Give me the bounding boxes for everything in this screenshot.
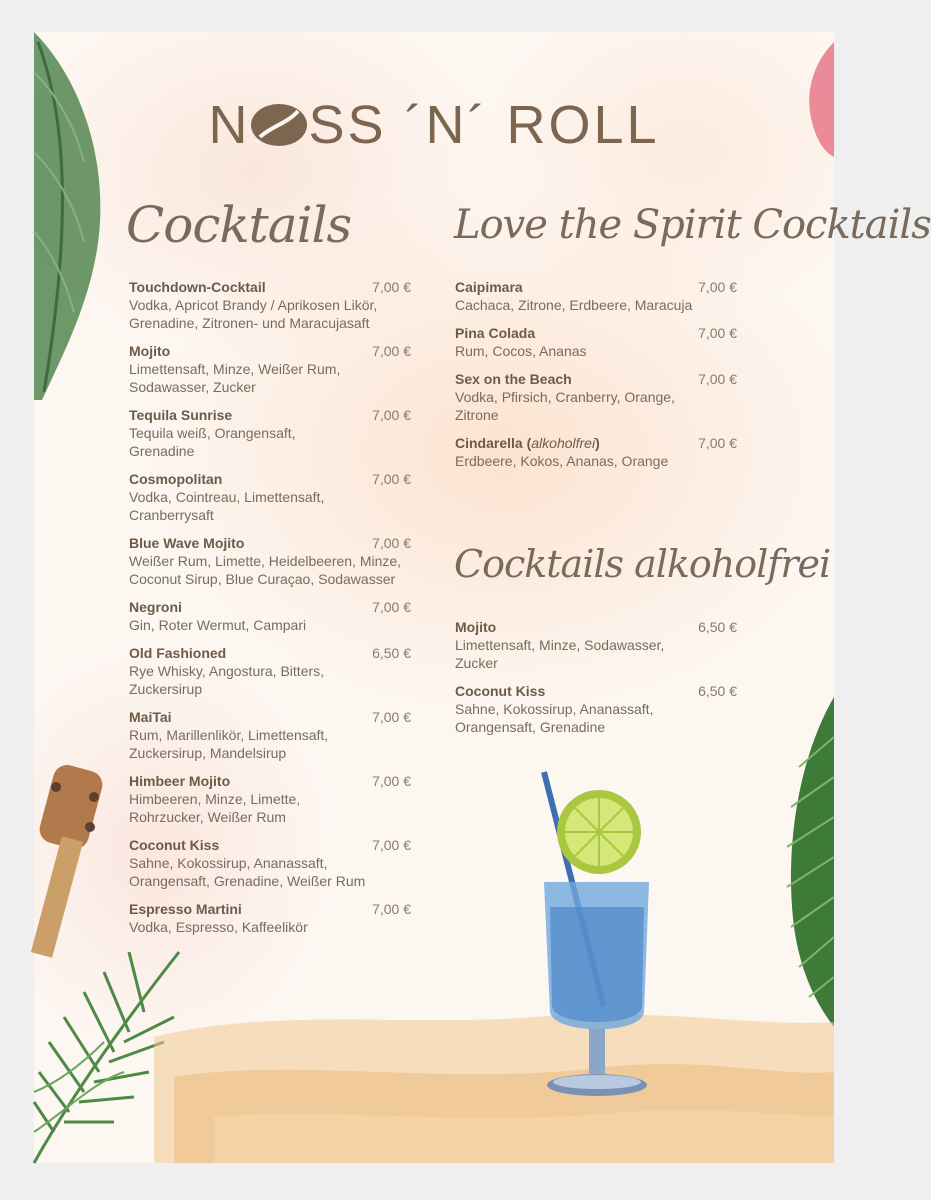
item-description: Limettensaft, Minze, Sodawasser, Zucker	[455, 637, 665, 671]
item-name-main: Cindarella	[455, 435, 523, 451]
item-price: 7,00 €	[372, 471, 411, 487]
item-description: Cachaca, Zitrone, Erdbeere, Maracuja	[455, 297, 693, 313]
section-title-cocktails: Cocktails	[126, 196, 352, 254]
sand-watercolor-illustration	[154, 997, 834, 1163]
menu-item	[129, 837, 419, 890]
item-price: 7,00 €	[372, 901, 411, 917]
item-price: 7,00 €	[698, 279, 737, 295]
item-price: 6,50 €	[698, 683, 737, 699]
menu-item	[129, 535, 419, 588]
item-name: Tequila Sunrise	[129, 407, 233, 423]
item-name: Pina Colada	[455, 325, 536, 341]
blue-cocktail-glass-illustration	[534, 767, 664, 1102]
menu-item	[129, 645, 419, 698]
item-name: Old Fashioned	[129, 645, 227, 661]
item-name: Coconut Kiss	[129, 837, 220, 853]
item-name: Touchdown-Cocktail	[129, 279, 266, 295]
item-name: Espresso Martini	[129, 901, 242, 917]
leaf-top-left-illustration	[34, 32, 104, 402]
item-name: Sex on the Beach	[455, 371, 572, 387]
item-name: Mojito	[129, 343, 171, 359]
brand-name-left: N	[208, 95, 251, 155]
item-description: Vodka, Cointreau, Limettensaft, Cranberrysaft	[129, 489, 325, 523]
item-description: Limettensaft, Minze, Weißer Rum, Sodawasser, Zucker	[129, 361, 341, 395]
item-description: Sahne, Kokossirup, Ananassaft, Orangensaft, Grenadine, Weißer Rum	[129, 855, 366, 889]
menu-item	[129, 773, 419, 826]
menu-item	[129, 343, 419, 396]
section-title-alkoholfrei: Cocktails alkoholfrei	[454, 542, 831, 586]
item-price: 7,00 €	[372, 599, 411, 615]
item-name: Blue Wave Mojito	[129, 535, 245, 551]
item-name: MaiTai	[129, 709, 172, 725]
item-name: Cosmopolitan	[129, 471, 223, 487]
item-price: 7,00 €	[372, 709, 411, 725]
menu-item	[455, 279, 745, 314]
coffee-bean-icon	[250, 103, 308, 147]
item-price: 7,00 €	[698, 371, 737, 387]
menu-item	[129, 471, 419, 524]
menu-item	[455, 619, 745, 672]
menu-item	[455, 683, 745, 736]
item-price: 7,00 €	[698, 325, 737, 341]
ukulele-illustration	[34, 757, 114, 957]
brand-logo	[34, 94, 834, 156]
menu-item	[455, 435, 745, 470]
item-description: Vodka, Apricot Brandy / Aprikosen Likör, Grenadine, Zitronen- und Maracujasaft	[129, 297, 378, 331]
menu-item	[129, 279, 419, 332]
brand-name-right: SS ´N´ ROLL	[308, 95, 660, 155]
item-description: Rum, Marillenlikör, Limettensaft, Zuckersirup, Mandelsirup	[129, 727, 329, 761]
item-description: Gin, Roter Wermut, Campari	[129, 617, 307, 633]
menu-item	[455, 371, 745, 424]
item-price: 6,50 €	[372, 645, 411, 661]
item-name: Cindarella (alkoholfrei)	[455, 435, 600, 451]
item-price: 7,00 €	[372, 279, 411, 295]
item-description: Weißer Rum, Limette, Heidelbeeren, Minze, Coconut Sirup, Blue Curaçao, Sodawasser	[129, 553, 402, 587]
item-price: 7,00 €	[372, 535, 411, 551]
menu-item	[129, 599, 419, 634]
item-description: Vodka, Pfirsich, Cranberry, Orange, Zitrone	[455, 389, 675, 423]
item-name: Negroni	[129, 599, 182, 615]
menu-item	[129, 901, 419, 936]
item-price: 7,00 €	[372, 837, 411, 853]
menu-item	[129, 407, 419, 460]
item-description: Sahne, Kokossirup, Ananassaft, Orangensaft, Grenadine	[455, 701, 654, 735]
section-title-spirit: Love the Spirit Cocktails	[454, 202, 931, 248]
item-description: Rum, Cocos, Ananas	[455, 343, 587, 359]
item-description: Erdbeere, Kokos, Ananas, Orange	[455, 453, 669, 469]
item-price: 6,50 €	[698, 619, 737, 635]
item-price: 7,00 €	[372, 407, 411, 423]
item-name: Himbeer Mojito	[129, 773, 231, 789]
item-description: Himbeeren, Minze, Limette, Rohrzucker, Weißer Rum	[129, 791, 301, 825]
menu-item	[455, 325, 745, 360]
item-price: 7,00 €	[372, 343, 411, 359]
item-description: Rye Whisky, Angostura, Bitters, Zuckersirup	[129, 663, 325, 697]
item-name: Coconut Kiss	[455, 683, 546, 699]
menu-item	[129, 709, 419, 762]
item-name-note: alkoholfrei	[531, 435, 596, 451]
item-price: 7,00 €	[372, 773, 411, 789]
item-name: Caipimara	[455, 279, 523, 295]
item-price: 7,00 €	[698, 435, 737, 451]
item-description: Vodka, Espresso, Kaffeelikör	[129, 919, 308, 935]
banana-leaf-right-illustration	[779, 697, 834, 1027]
item-name: Mojito	[455, 619, 497, 635]
item-description: Tequila weiß, Orangensaft, Grenadine	[129, 425, 296, 459]
menu-page	[34, 32, 931, 1163]
